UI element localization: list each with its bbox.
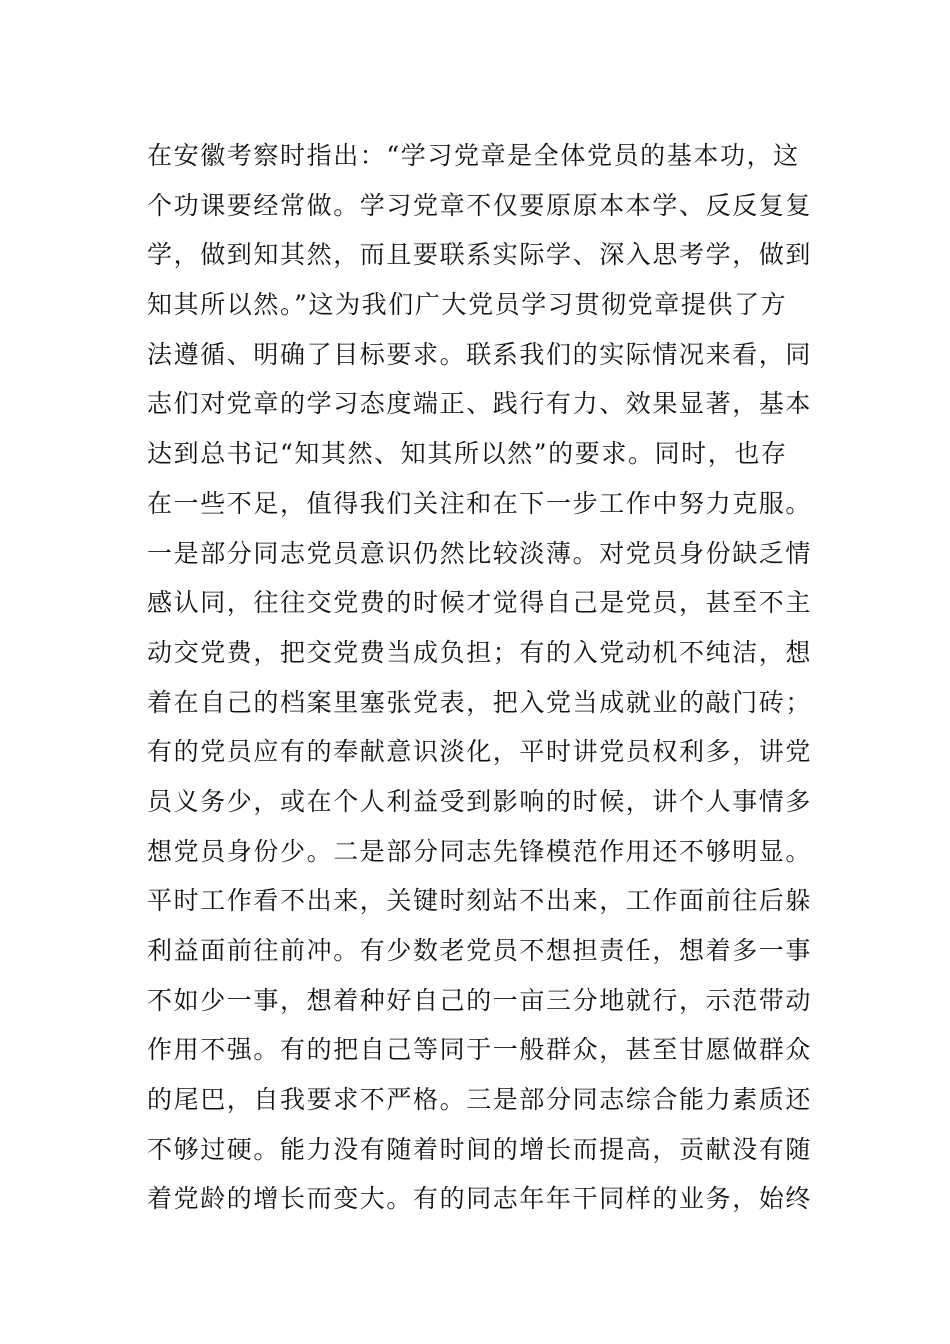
text-line-2: 个功课要经常做。学习党章不仅要原原本本学、反反复复 [147,190,813,220]
text-line-16: 平时工作看不出来，关键时刻站不出来，工作面前往后躲 [147,886,813,916]
text-line-11: 动交党费，把交党费当成负担；有的入党动机不纯洁，想 [147,637,813,667]
text-line-10: 感认同，往往交党费的时候才觉得自己是党员，甚至不主 [147,588,813,618]
text-line-21: 不够过硬。能力没有随着时间的增长而提高，贡献没有随 [147,1134,813,1164]
text-line-9: 一是部分同志党员意识仍然比较淡薄。对党员身份缺乏情 [147,538,813,568]
text-line-7: 达到总书记“知其然、知其所以然”的要求。同时，也存 [147,439,788,469]
text-line-14: 员义务少，或在个人利益受到影响的时候，讲个人事情多 [147,786,813,816]
text-line-15: 想党员身份少。二是部分同志先锋模范作用还不够明显。 [147,836,813,866]
text-line-3: 学，做到知其然，而且要联系实际学、深入思考学，做到 [147,240,813,270]
text-line-13: 有的党员应有的奉献意识淡化，平时讲党员权利多，讲党 [147,737,813,767]
text-line-4: 知其所以然。”这为我们广大党员学习贯彻党章提供了方 [147,290,788,320]
text-line-17: 利益面前往前冲。有少数老党员不想担责任，想着多一事 [147,936,813,965]
text-line-22: 着党龄的增长而变大。有的同志年年干同样的业务，始终 [147,1184,813,1214]
text-line-19: 作用不强。有的把自己等同于一般群众，甚至甘愿做群众 [147,1035,813,1065]
text-line-6: 志们对党章的学习态度端正、践行有力、效果显著，基本 [147,389,813,419]
text-line-12: 着在自己的档案里塞张党表，把入党当成就业的敲门砖； [147,687,813,717]
body-text [147,131,827,1224]
text-line-20: 的尾巴，自我要求不严格。三是部分同志综合能力素质还 [147,1085,813,1115]
text-line-1: 在安徽考察时指出：“学习党章是全体党员的基本功，这 [147,141,800,170]
text-line-5: 法遵循、明确了目标要求。联系我们的实际情况来看，同 [147,339,813,369]
text-line-8: 在一些不足，值得我们关注和在下一步工作中努力克服。 [147,488,813,518]
text-line-18: 不如少一事，想着种好自己的一亩三分地就行，示范带动 [147,985,813,1015]
